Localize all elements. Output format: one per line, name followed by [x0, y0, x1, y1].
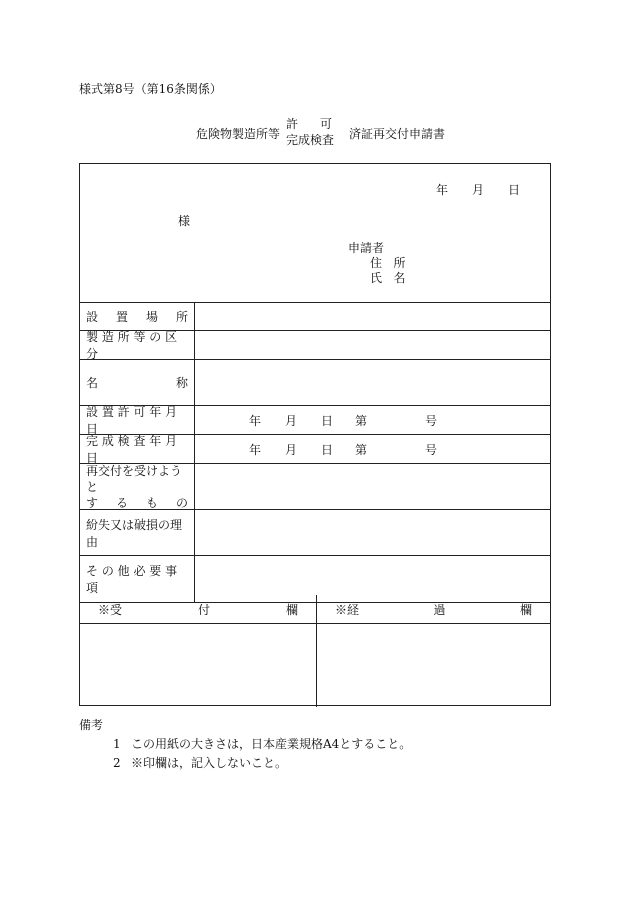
title-left: 危険物製造所等 [196, 127, 281, 141]
completion-date-field[interactable]: 年 月 日 第 号 [249, 442, 438, 457]
notes [79, 716, 411, 773]
title-permit-a: 許 [286, 117, 299, 131]
row-location [80, 302, 550, 331]
applicant-block[interactable] [348, 241, 405, 286]
label-permit-date: 設 置 許 可 年 月 日 [80, 406, 195, 434]
name-label: 氏 名 [370, 271, 406, 285]
addressee[interactable]: 様 [178, 214, 191, 228]
label-completion-date: 完 成 検 査 年 月 日 [80, 435, 195, 463]
application-date[interactable] [426, 181, 520, 198]
label-category: 製 造 所 等 の 区 分 [80, 331, 195, 359]
row-reissue-applicant [80, 464, 550, 510]
note-item: 2 ※印欄は，記入しないこと。 [113, 756, 288, 770]
form-number: 様式第8号（第16条関係） [79, 82, 222, 96]
permit-date-field[interactable]: 年 月 日 第 号 [249, 413, 438, 428]
title-right: 済証再交付申請書 [349, 127, 446, 141]
row-loss-reason [80, 510, 550, 556]
row-category [80, 331, 550, 360]
reissue-applicant-field[interactable] [195, 464, 550, 509]
form-header [80, 164, 550, 303]
reception-column [80, 595, 317, 707]
location-field[interactable] [195, 302, 550, 330]
date-day: 日 [507, 183, 520, 197]
title-permit-b: 可 [319, 117, 332, 131]
label-other: そ の 他 必 要 事 項 [80, 556, 195, 602]
applicant-label: 申請者 [348, 241, 385, 255]
progress-field[interactable] [317, 624, 550, 707]
category-field[interactable] [195, 331, 550, 359]
title-middle [286, 116, 334, 148]
address-label: 住 所 [370, 256, 406, 270]
name-field[interactable] [195, 360, 550, 405]
progress-header: ※経 過 欄 [317, 595, 550, 624]
office-use-section [80, 595, 550, 707]
loss-reason-field[interactable] [195, 510, 550, 555]
row-completion-date [80, 435, 550, 464]
label-reissue-applicant: 再交付を受けようと す る も の [80, 464, 195, 509]
form-rows [80, 302, 550, 603]
label-name: 名 称 [80, 360, 195, 405]
progress-column [317, 595, 550, 707]
row-permit-date [80, 406, 550, 435]
label-loss-reason: 紛失又は破損の理由 [80, 510, 195, 555]
label-location: 設 置 場 所 [80, 302, 195, 330]
date-year: 年 [435, 183, 448, 197]
title-completion-inspection: 完成検査 [286, 133, 335, 147]
date-month: 月 [471, 183, 484, 197]
note-item: 1 この用紙の大きさは，日本産業規格A4とすること。 [113, 737, 412, 751]
reception-field[interactable] [80, 624, 316, 707]
application-form [79, 163, 551, 706]
notes-heading: 備考 [79, 718, 104, 732]
row-name [80, 360, 550, 406]
reception-header: ※受 付 欄 [80, 595, 316, 624]
